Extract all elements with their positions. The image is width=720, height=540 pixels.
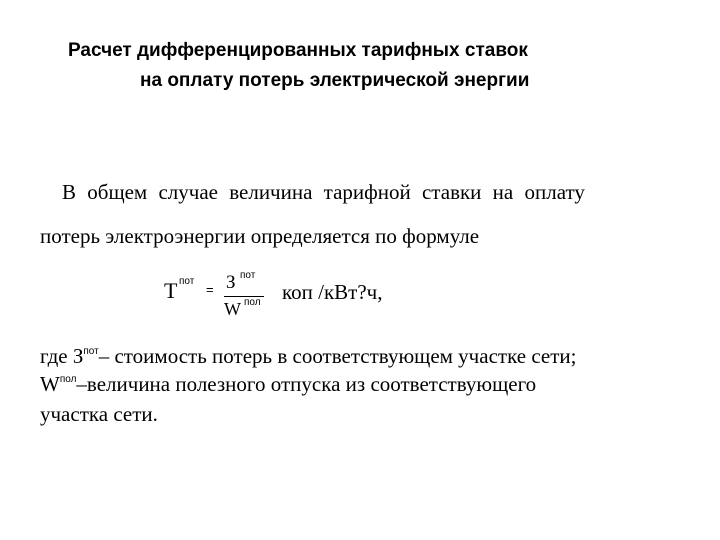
formula-numerator-symbol: З bbox=[226, 272, 236, 293]
definition-line-3: участка сети. bbox=[40, 402, 158, 426]
definition-prefix: где bbox=[40, 344, 73, 368]
definition-text-cost: – стоимость потерь в соответствующем участке сети; bbox=[98, 344, 577, 368]
tariff-formula bbox=[164, 266, 424, 326]
formula-numerator-superscript: пот bbox=[240, 270, 256, 281]
title-line-2: на оплату потерь электрической энергии bbox=[140, 70, 530, 91]
definition-line-2 bbox=[40, 372, 536, 397]
formula-lhs-symbol: Т bbox=[164, 278, 178, 303]
formula-equals: = bbox=[206, 282, 214, 297]
definition-text-supply: –величина полезного отпуска из соответствующего bbox=[76, 372, 537, 396]
intro-line-2: потерь электроэнергии определяется по формуле bbox=[40, 224, 480, 248]
formula-lhs-superscript: пот bbox=[179, 276, 195, 287]
definition-symbol-cost: З bbox=[72, 344, 84, 368]
formula-denominator-superscript: пол bbox=[244, 297, 261, 308]
definition-superscript-cost: пот bbox=[83, 346, 99, 357]
definition-superscript-supply: пол bbox=[59, 374, 77, 385]
title-line-1: Расчет дифференцированных тарифных ставок bbox=[68, 40, 528, 61]
intro-line-1: В общем случае величина тарифной ставки на оплату bbox=[62, 180, 585, 204]
definition-line-1 bbox=[40, 344, 576, 369]
definition-symbol-supply: W bbox=[40, 372, 60, 396]
formula-unit: коп /кВт?ч, bbox=[282, 280, 383, 304]
formula-denominator-symbol: W bbox=[224, 299, 241, 319]
